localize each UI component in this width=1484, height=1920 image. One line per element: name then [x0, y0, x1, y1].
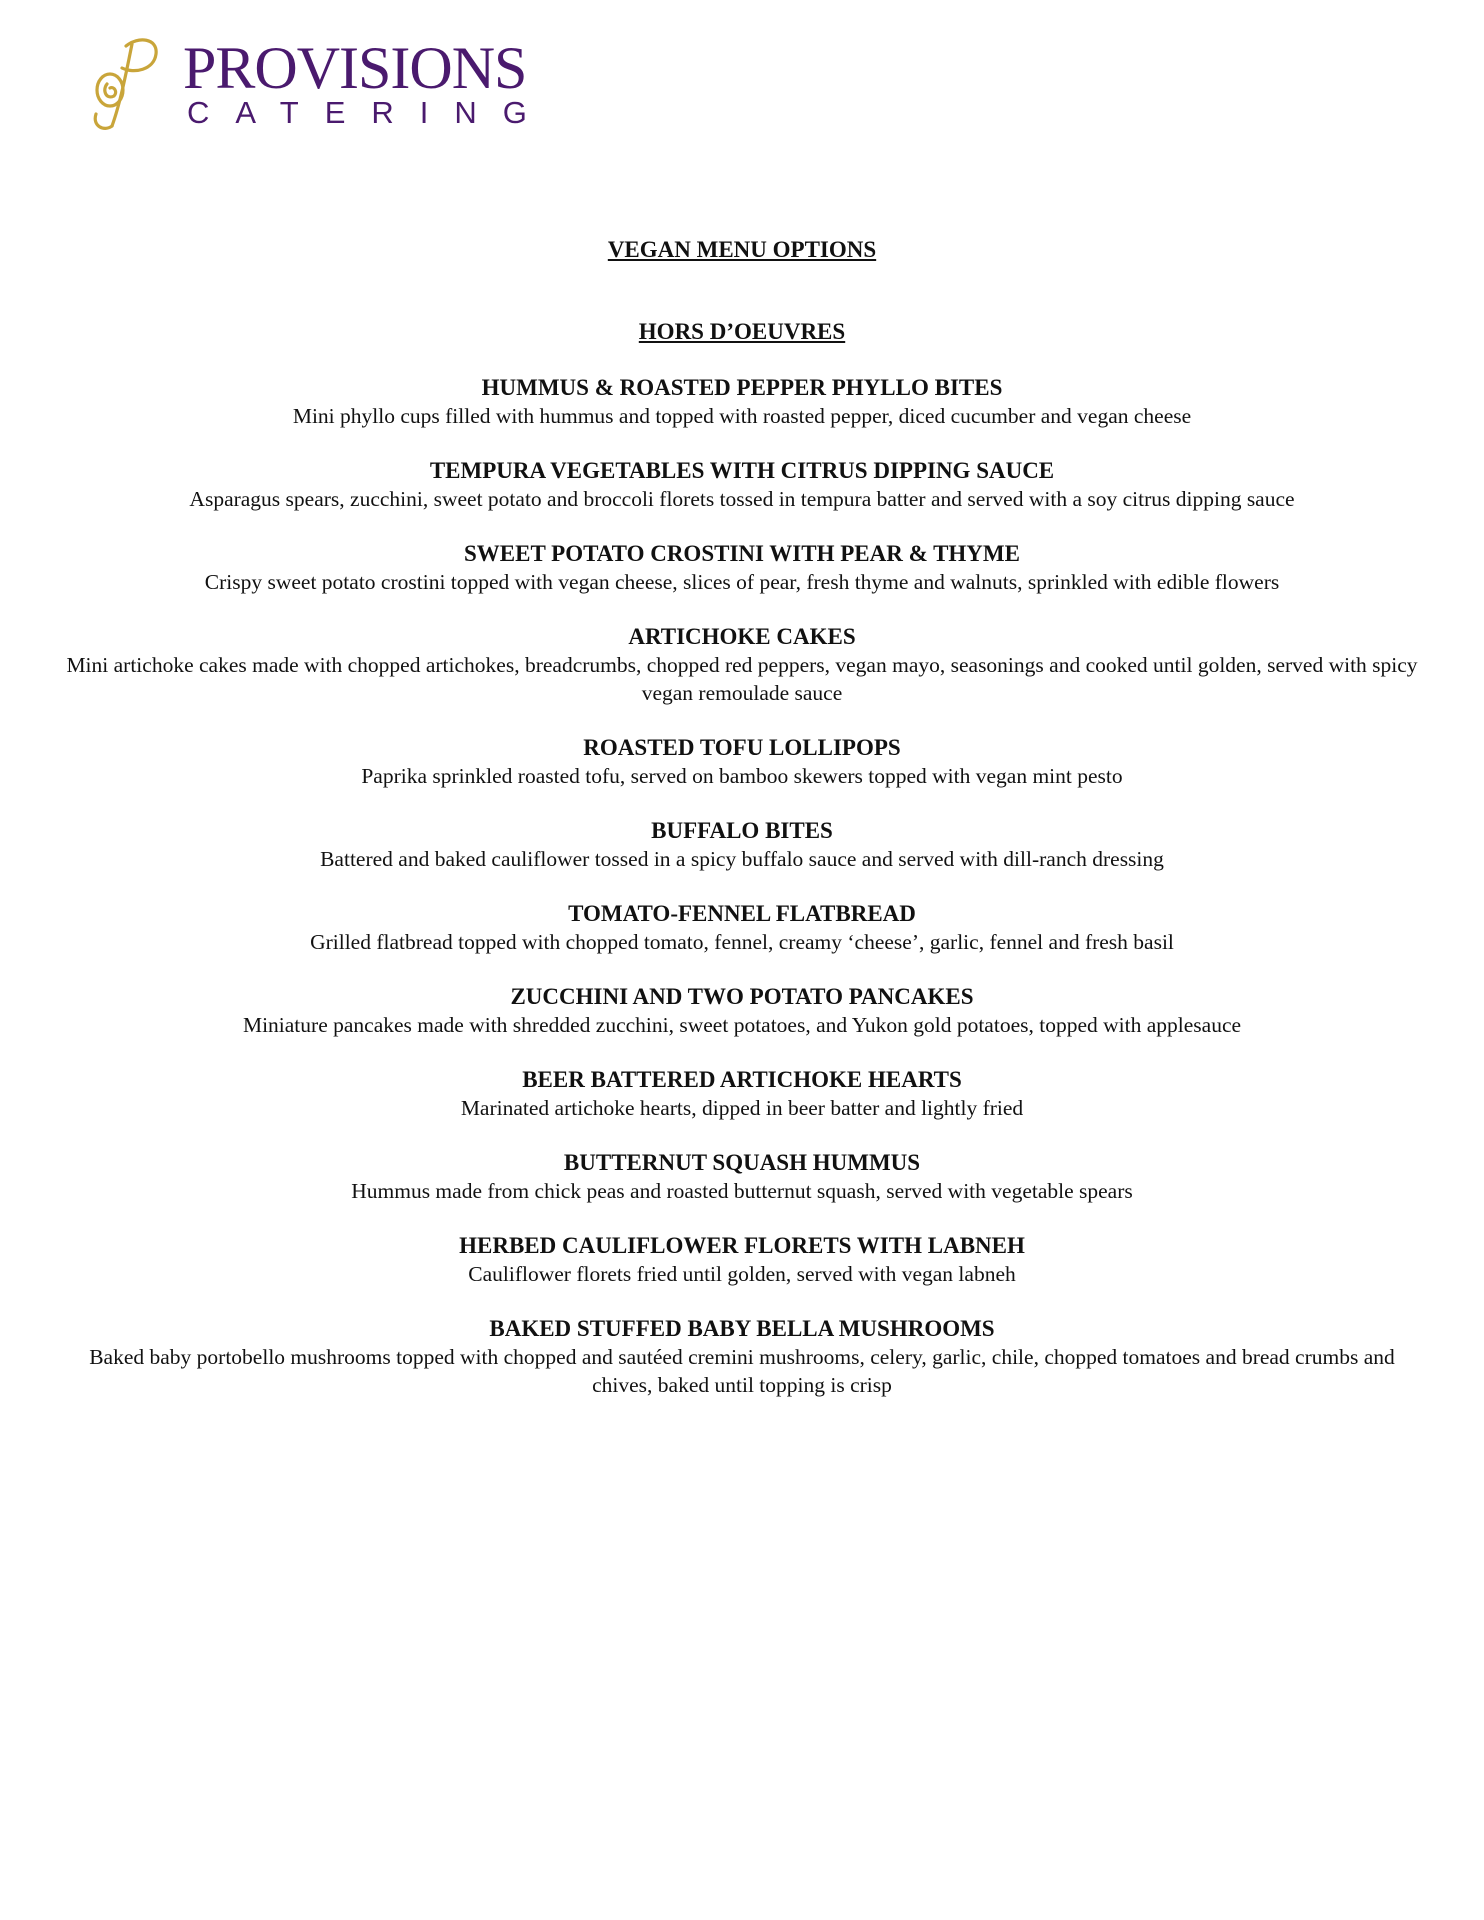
menu-item: [60, 983, 1424, 1039]
menu-items: [60, 374, 1424, 1399]
menu-item-name: HUMMUS & ROASTED PEPPER PHYLLO BITES: [481, 375, 1003, 400]
menu-item-description: Miniature pancakes made with shredded zucchini, sweet potatoes, and Yukon gold potatoes, topped with applesauce: [242, 1013, 1242, 1037]
menu-item: [60, 1315, 1424, 1399]
menu-item-description: Crispy sweet potato crostini topped with vegan cheese, slices of pear, fresh thyme and walnuts, sprinkled with edible flowers: [204, 570, 1280, 594]
logo: [86, 34, 553, 134]
menu-item-name: ZUCCHINI AND TWO POTATO PANCAKES: [510, 984, 974, 1009]
menu-item-name: BEER BATTERED ARTICHOKE HEARTS: [522, 1067, 962, 1092]
section-title: HORS D’OEUVRES: [638, 319, 846, 344]
menu-item: [60, 734, 1424, 790]
menu-item-description: Cauliflower florets fried until golden, served with vegan labneh: [468, 1262, 1016, 1286]
menu-item: [60, 1066, 1424, 1122]
menu-item-name: BAKED STUFFED BABY BELLA MUSHROOMS: [489, 1316, 995, 1341]
menu-item: [60, 457, 1424, 513]
menu-item-name: BUFFALO BITES: [651, 818, 833, 843]
menu-item-description: Mini artichoke cakes made with chopped artichokes, breadcrumbs, chopped red peppers, vegan mayo, seasonings and cooked until golden, served with spicy vegan remoulade sauce: [66, 653, 1418, 705]
menu-item: [60, 374, 1424, 430]
menu-item-description: Baked baby portobello mushrooms topped with chopped and sautéed cremini mushrooms, celery, garlic, chile, chopped tomatoes and bread crumbs and chives, baked until topping is crisp: [89, 1345, 1395, 1397]
menu-item-description: Hummus made from chick peas and roasted butternut squash, served with vegetable spears: [351, 1179, 1133, 1203]
menu-item-name: HERBED CAULIFLOWER FLORETS WITH LABNEH: [459, 1233, 1025, 1258]
menu-item-name: TOMATO-FENNEL FLATBREAD: [568, 901, 916, 926]
menu-item: [60, 1149, 1424, 1205]
menu-item-description: Battered and baked cauliflower tossed in a spicy buffalo sauce and served with dill-ranch dressing: [320, 847, 1164, 871]
logo-wordmark: PROVISIONS: [183, 35, 527, 101]
menu-item-description: Paprika sprinkled roasted tofu, served on bamboo skewers topped with vegan mint pesto: [361, 764, 1123, 788]
menu-item-name: SWEET POTATO CROSTINI WITH PEAR & THYME: [464, 541, 1020, 566]
menu-item-name: ARTICHOKE CAKES: [628, 624, 856, 649]
menu-item-description: Marinated artichoke hearts, dipped in beer batter and lightly fried: [460, 1096, 1024, 1120]
menu-item-name: BUTTERNUT SQUASH HUMMUS: [563, 1150, 921, 1175]
menu-item-description: Grilled flatbread topped with chopped tomato, fennel, creamy ‘cheese’, garlic, fennel and fresh basil: [310, 930, 1174, 954]
logo-subtitle: CATERING: [187, 95, 553, 130]
menu-item: [60, 900, 1424, 956]
menu-item-name: ROASTED TOFU LOLLIPOPS: [583, 735, 901, 760]
menu-item: [60, 540, 1424, 596]
menu-item: [60, 817, 1424, 873]
menu-item: [60, 1232, 1424, 1288]
menu-item-name: TEMPURA VEGETABLES WITH CITRUS DIPPING SAUCE: [429, 458, 1055, 483]
menu-document: [60, 236, 1424, 1426]
menu-item: [60, 623, 1424, 707]
menu-item-description: Asparagus spears, zucchini, sweet potato and broccoli florets tossed in tempura batter and served with a soy citrus dipping sauce: [189, 487, 1295, 511]
page-title: VEGAN MENU OPTIONS: [607, 237, 877, 262]
menu-item-description: Mini phyllo cups filled with hummus and topped with roasted pepper, diced cucumber and vegan cheese: [292, 404, 1192, 428]
script-p-monogram-icon: [86, 34, 176, 134]
